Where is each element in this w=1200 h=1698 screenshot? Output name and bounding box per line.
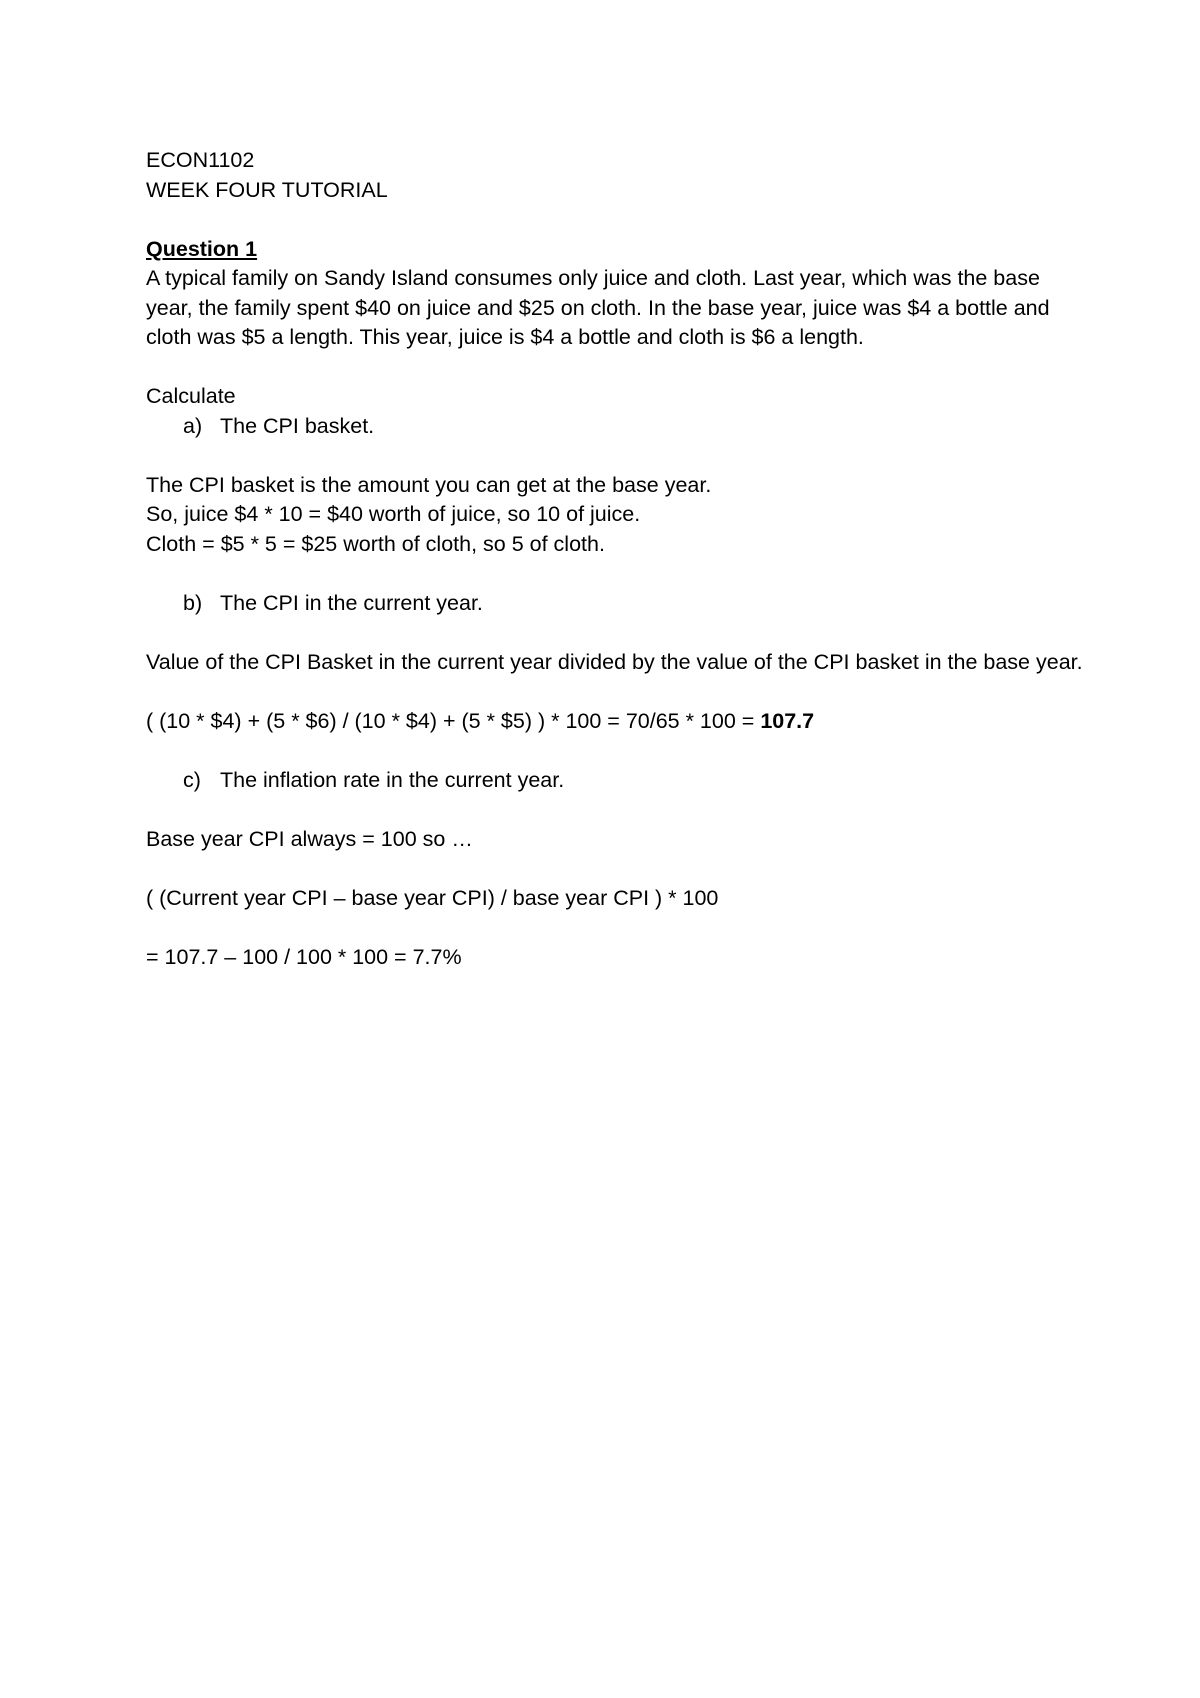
part-a-prompt [146, 412, 1086, 442]
spacer [146, 736, 1086, 766]
part-b-formula-line [146, 707, 1086, 737]
part-c-prompt [146, 766, 1086, 796]
part-b-text: The CPI in the current year. [220, 590, 483, 615]
part-c-note: Base year CPI always = 100 so … [146, 826, 473, 851]
calculate-label: Calculate [146, 384, 236, 408]
part-a-marker: a) [183, 413, 203, 438]
course-code: ECON1102 [146, 148, 255, 172]
tutorial-title: WEEK FOUR TUTORIAL [146, 177, 388, 202]
part-a-answer-line-3: Cloth = $5 * 5 = $25 worth of cloth, so 5 of cloth. [146, 531, 605, 556]
spacer [146, 559, 1086, 589]
part-b-prompt [146, 589, 1086, 619]
spacer [146, 618, 1086, 648]
document-page [146, 146, 1086, 972]
question-title: Question 1 [146, 236, 258, 261]
part-c-marker: c) [183, 767, 201, 792]
part-c-result: = 107.7 – 100 / 100 * 100 = 7.7% [146, 944, 462, 969]
part-a-answer-line-2: So, juice $4 * 10 = $40 worth of juice, so 10 of juice. [146, 502, 641, 526]
spacer [146, 677, 1086, 707]
part-b-result: 107.7 [760, 708, 815, 733]
spacer [146, 913, 1086, 943]
part-b-explanation: Value of the CPI Basket in the current year divided by the value of the CPI basket in the base year. [146, 649, 1083, 674]
question-body: A typical family on Sandy Island consumes only juice and cloth. Last year, which was the base year, the family spent $40 on juice and $25 on cloth. In the base year, juice was $4 a bottle and cloth was $5 a length. This year, juice is $4 a bottle and cloth is $6 a length. [146, 266, 1056, 349]
spacer [146, 854, 1086, 884]
part-b-marker: b) [183, 590, 203, 615]
spacer [146, 795, 1086, 825]
part-c-formula: ( (Current year CPI – base year CPI) / base year CPI ) * 100 [146, 885, 719, 910]
part-a-answer-line-1: The CPI basket is the amount you can get at the base year. [146, 472, 712, 497]
spacer [146, 353, 1086, 383]
part-c-text: The inflation rate in the current year. [220, 767, 565, 792]
part-a-text: The CPI basket. [220, 413, 375, 438]
spacer [146, 441, 1086, 471]
part-b-formula: ( (10 * $4) + (5 * $6) / (10 * $4) + (5 * $5) ) * 100 = 70/65 * 100 = [146, 708, 761, 733]
spacer [146, 205, 1086, 235]
